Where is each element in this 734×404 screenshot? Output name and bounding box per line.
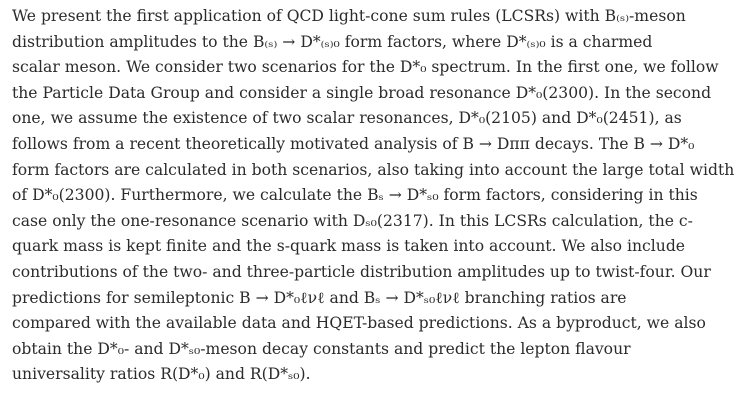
text-line: form factors are calculated in both scenarios, also taking into account the large total width	[12, 160, 734, 179]
text-line: We present the first application of QCD light-cone sum rules (LCSRs) with B₍ₛ₎-meson	[12, 7, 686, 25]
text-line: follows from a recent theoretically motivated analysis of B → Dππ decays. The B → D*₀	[12, 134, 695, 153]
text-line: scalar meson. We consider two scenarios for the D*₀ spectrum. In the first one, we follow	[12, 58, 719, 77]
text-line: contributions of the two- and three-particle distribution amplitudes up to twist-four. Our	[12, 262, 711, 281]
text-line: one, we assume the existence of two scalar resonances, D*₀(2105) and D*₀(2451), as	[12, 109, 682, 128]
text-line: the Particle Data Group and consider a single broad resonance D*₀(2300). In the second	[12, 83, 712, 102]
text-line: universality ratios R(D*₀) and R(D*ₛ₀).	[12, 365, 311, 384]
text-line: case only the one-resonance scenario with Dₛ₀(2317). In this LCSRs calculation, the c-	[12, 211, 693, 230]
text-line: distribution amplitudes to the B₍ₛ₎ → D*₍ₛ₎₀ form factors, where D*₍ₛ₎₀ is a charmed	[12, 32, 653, 51]
text-line: quark mass is kept finite and the s-quark mass is taken into account. We also include	[12, 237, 686, 256]
text-line: predictions for semileptonic B → D*₀ℓνℓ and Bₛ → D*ₛ₀ℓνℓ branching ratios are	[12, 288, 627, 307]
text-line: obtain the D*₀- and D*ₛ₀-meson decay constants and predict the lepton flavour	[12, 339, 631, 358]
text-line: of D*₀(2300). Furthermore, we calculate the Bₛ → D*ₛ₀ form factors, considering in this	[12, 186, 698, 205]
text-line: compared with the available data and HQET-based predictions. As a byproduct, we also	[12, 314, 706, 333]
